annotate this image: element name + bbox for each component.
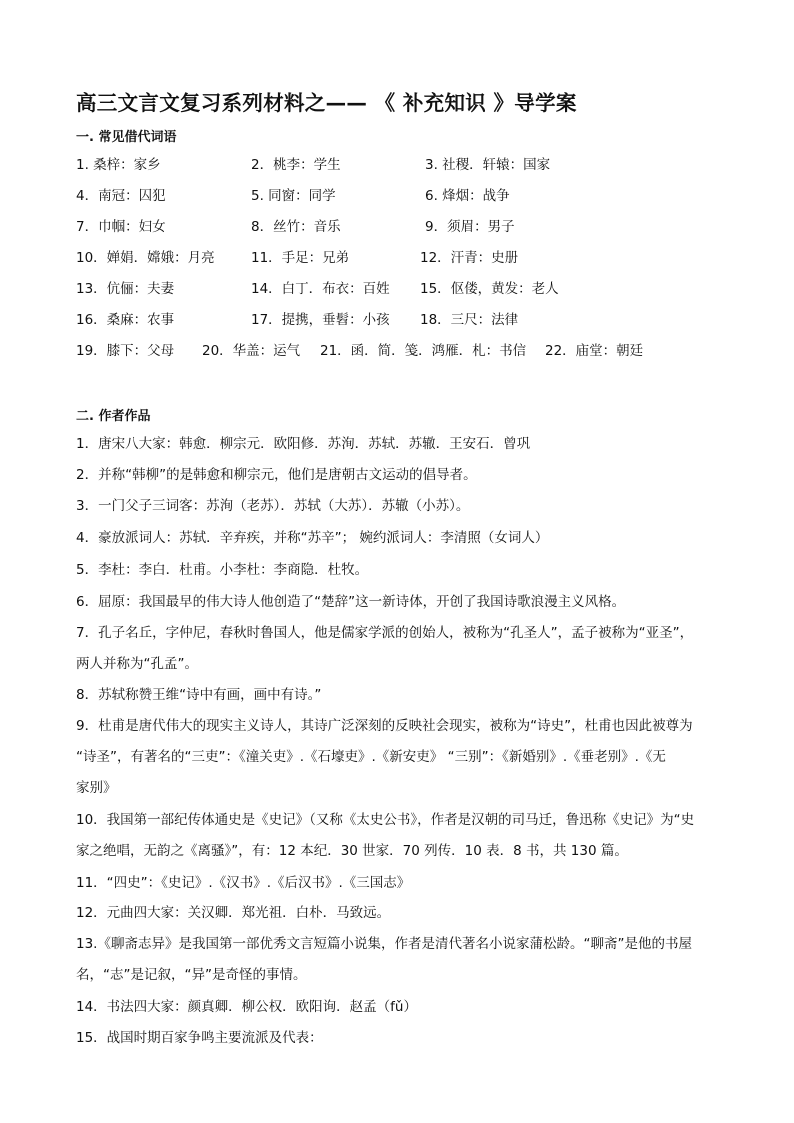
text-line: 7．孔子名丘，字仲尼，春秋时鲁国人，他是儒家学派的创始人，被称为“孔圣人”，孟子被称为“亚圣”， [76,625,694,641]
list-item: 22．庙堂：朝廷 [545,343,644,359]
list-item: 5. 同窗：同学 [251,188,336,204]
text-line: 5．李杜：李白．杜甫。小李杜：李商隐．杜牧。 [76,562,369,578]
list-item: 12．汗青：史册 [420,250,519,266]
text-line: 3．一门父子三词客：苏洵（老苏）．苏轼（大苏）．苏辙（小苏）。 [76,498,470,514]
text-line: 15．战国时期百家争鸣主要流派及代表： [76,1030,323,1046]
text-line: 10．我国第一部纪传体通史是《史记》（又称《太史公书》，作者是汉朝的司马迁，鲁迅称《史记》为“史 [76,812,695,828]
list-item: 6. 烽烟：战争 [425,188,510,204]
list-item: 20．华盖：运气 [202,343,301,359]
text-line: 1．唐宋八大家：韩愈．柳宗元．欧阳修．苏洵．苏轼．苏辙．王安石．曾巩 [76,436,531,452]
text-line: 2．并称“韩柳”的是韩愈和柳宗元，他们是唐朝古文运动的倡导者。 [76,467,477,483]
text-line: 4．豪放派词人：苏轼．辛弃疾，并称“苏辛”； 婉约派词人：李清照（女词人） [76,530,549,546]
list-item: 4．南冠：囚犯 [76,188,166,204]
list-item: 15．伛偻，黄发：老人 [420,281,559,297]
list-item: 3. 社稷．轩辕：国家 [425,157,551,173]
text-line: 家别》 [76,780,117,796]
text-line: 14．书法四大家：颜真卿．柳公权．欧阳询．赵孟（fǔ） [76,999,417,1015]
list-item: 17．提携，垂髫：小孩 [251,312,390,328]
text-line: 8．苏轼称赞王维“诗中有画，画中有诗。” [76,687,322,703]
list-item: 7．巾帼：妇女 [76,219,166,235]
list-item: 13．伉俪：夫妻 [76,281,175,297]
list-item: 8．丝竹：音乐 [251,219,341,235]
text-line: “诗圣”，有著名的“三吏”：《潼关吏》.《石壕吏》.《新安吏》 “三别”：《新婚别》.《垂老别》.《无 [76,749,666,765]
list-item: 19．膝下：父母 [76,343,175,359]
list-item: 2．桃李：学生 [251,157,341,173]
section-heading-authors-works: 二. 作者作品 [76,409,151,424]
text-line: 11．“四史”：《史记》.《汉书》.《后汉书》.《三国志》 [76,875,411,891]
text-line: 两人并称为“孔孟”。 [76,656,198,672]
list-item: 14．白丁．布衣：百姓 [251,281,390,297]
list-item: 11．手足：兄弟 [251,250,350,266]
section-heading-substitution-words: 一. 常见借代词语 [76,130,177,145]
text-line: 13.《聊斋志异》是我国第一部优秀文言短篇小说集，作者是清代著名小说家蒲松龄。“聊斋”是他的书屋 [76,936,692,952]
list-item: 18．三尺：法律 [420,312,519,328]
list-item: 9．须眉：男子 [425,219,515,235]
text-line: 9．杜甫是唐代伟大的现实主义诗人，其诗广泛深刻的反映社会现实，被称为“诗史”，杜甫也因此被尊为 [76,718,693,734]
text-line: 6．屈原：我国最早的伟大诗人他创造了“楚辞”这一新诗体，开创了我国诗歌浪漫主义风格。 [76,594,626,610]
text-line: 家之绝唱，无韵之《离骚》”，有：12 本纪．30 世家．70 列传．10 表．8 书，共 130 篇。 [76,843,628,859]
list-item: 10．婵娟．嫦娥：月亮 [76,250,215,266]
list-item: 1. 桑梓：家乡 [76,157,161,173]
text-line: 12．元曲四大家：关汉卿．郑光祖．白朴．马致远。 [76,905,391,921]
document-title: 高三文言文复习系列材料之—— 《 补充知识 》导学案 [76,91,577,115]
list-item: 21．函．简．笺．鸿雁．札：书信 [320,343,527,359]
list-item: 16．桑麻：农事 [76,312,175,328]
text-line: 名，“志”是记叙，“异”是奇怪的事情。 [76,967,307,983]
